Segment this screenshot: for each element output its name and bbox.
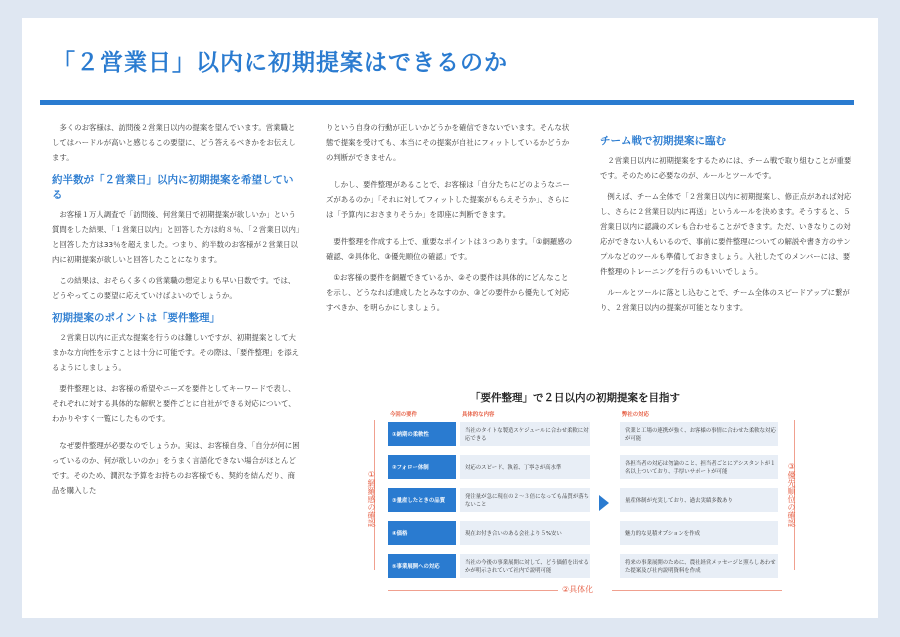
figure-title: 「要件整理」で２日以内の初期提案を目指す [470, 392, 680, 404]
right-axis-label: ③優先順位の確認 [787, 462, 796, 527]
table-row [388, 455, 778, 485]
detail-cell: 当社の今後の事業展開に対して、どう価値を出せるかが明示されていて社内で説明可能 [460, 554, 590, 578]
heading-half-want: 約半数が「２営業日」以内に初期提案を希望している [52, 174, 294, 201]
requirement-cell: ④価格 [388, 521, 456, 545]
column-1 [52, 120, 300, 504]
header-detail: 具体的な内容 [462, 412, 495, 418]
header-requirement: 今回の要件 [390, 412, 417, 418]
column-2 [326, 120, 574, 321]
requirement-cell: ①納期の柔軟性 [388, 422, 456, 446]
intro-paragraph: 多くのお客様は、訪問後２営業日以内の提案を望んでいます。営業職としてはハードルが高いと感じるこの要望に、どう答えるべきかをお伝えします。 [52, 123, 296, 162]
page-title: 「２営業日」以内に初期提案はできるのか [52, 50, 508, 76]
heading-team: チーム戦で初期提案に臨む [600, 135, 726, 147]
table-row [388, 488, 778, 518]
heading-requirements: 初期提案のポイントは「要件整理」 [52, 312, 220, 324]
detail-cell: 現在お付き合いのある会社より５%安い [460, 521, 590, 545]
paragraph: 要件整理を作成する上で、重要なポイントは３つあります。「①網羅感の確認、②具体化、③優先順位の確認」です。 [326, 237, 573, 261]
paragraph: お客様１万人調査で「訪問後、何営業日で初期提案が欲しいか」という質問をした結果、「１営業日以内」と回答した方は約８％、「２営業日以内」と回答した方は33％を超えました。つまり、約半数のお客様が２営業日以内に初期提案が欲しいと回答したことになります。 [52, 210, 300, 264]
paragraph: りという自身の行動が正しいかどうかを確信できないでいます。そんな状態で提案を受けても、本当にその提案が自社にフィットしているかどうかの判断ができません。 [326, 123, 570, 162]
paragraph: ①お客様の要件を網羅できているか、②その要件は具体的にどんなことを示し、どうなれば達成したとみなすのか、③どの要件から優先して対応すべきか、を明らかにしましょう。 [326, 273, 570, 312]
table-row [388, 554, 778, 584]
paragraph: なぜ要件整理が必要なのでしょうか。実は、お客様自身、「自分が何に困っているのか、何が欲しいのか」をうまく言語化できない場合がほとんどです。そのため、潤沢な予算をお持ちのお客様でも、契約を結んだり、商品を購入した [52, 441, 300, 495]
table-row [388, 521, 778, 551]
bottom-line-right [612, 590, 782, 591]
requirement-cell: ⑤事業展開への対応 [388, 554, 456, 578]
paragraph: 例えば、チーム全体で「２営業日以内に初期提案し、修正点があれば対応し、さらに２営業日以内に再送」というルールを決めます。そうすると、５営業日以内に認識のズレも合わせることができます。ただ、いきなりこの対応ができない人もいるので、事前に要件整理についての解説や書き方のサンプルなどのツールも準備しておきましょう。入社したてのメンバーには、要件整理のトレーニングを行うのもいいでしょう。 [600, 192, 852, 276]
bottom-axis-label: ②具体化 [562, 585, 594, 594]
response-cell: 将来の事業展開のために、農社経営メッセージと照らしあわせた提案及び社内説明資料を作成 [620, 554, 778, 578]
paragraph: ２営業日以内に初期提案をするためには、チーム戦で取り組むことが重要です。そのために必要なのが、ルールとツールです。 [600, 156, 852, 180]
response-cell: 各担当者の対応は勿論のこと、担当者ごとにアシスタントが１名以上ついており、手厚いサポートが可能 [620, 455, 778, 479]
detail-cell: 当社のタイトな製造スケジュールに合わせ柔軟に対応できる [460, 422, 590, 446]
response-cell: 魅力的な見積オプションを作成 [620, 521, 778, 545]
detail-cell: 対応のスピード、執着、丁寧さが高水準 [460, 455, 590, 479]
table-row [388, 422, 778, 452]
paragraph: ２営業日以内に正式な提案を行うのは難しいですが、初期提案として大まかな方向性を示すことは十分に可能です。その際は、「要件整理」を添えるようにしましょう。 [52, 333, 299, 372]
requirement-cell: ③量産したときの品質 [388, 488, 456, 512]
header-response: 弊社の対応 [622, 412, 649, 418]
detail-cell: 発注量が急に現在の２〜３倍になっても品質が落ちないこと [460, 488, 590, 512]
response-cell: 営業と工場の連携が強く、お客様の事情に合わせた柔軟な対応が可能 [620, 422, 778, 446]
paragraph: 要件整理とは、お客様の希望やニーズを要件としてキーワードで表し、それぞれに対する具体的な解釈と要件ごとに自社ができる対応について、わかりやすく一覧にしたものです。 [52, 384, 296, 423]
bottom-line-left [388, 590, 558, 591]
arrow-right-icon [599, 495, 609, 511]
response-cell: 量産体制が充実しており、過去実績多数あり [620, 488, 778, 512]
requirement-cell: ②フォロー体制 [388, 455, 456, 479]
left-axis-label: ①網羅感の確認 [367, 470, 376, 527]
paragraph: ルールとツールに落とし込むことで、チーム全体のスピードアップに繋がり、２営業日以内の提案が可能となります。 [600, 288, 850, 312]
column-3 [600, 120, 854, 321]
paragraph: この結果は、おそらく多くの営業職の想定よりも早い日数です。では、どうやってこの要望に応えていけばよいのでしょうか。 [52, 276, 296, 300]
paragraph: しかし、要件整理があることで、お客様は「自分たちにどのようなニーズがあるのか」「それに対してフィットした提案がもらえそうか」、さらには「予算内におさまりそうか」を即座に判断できます。 [326, 180, 570, 219]
title-divider [40, 100, 854, 105]
